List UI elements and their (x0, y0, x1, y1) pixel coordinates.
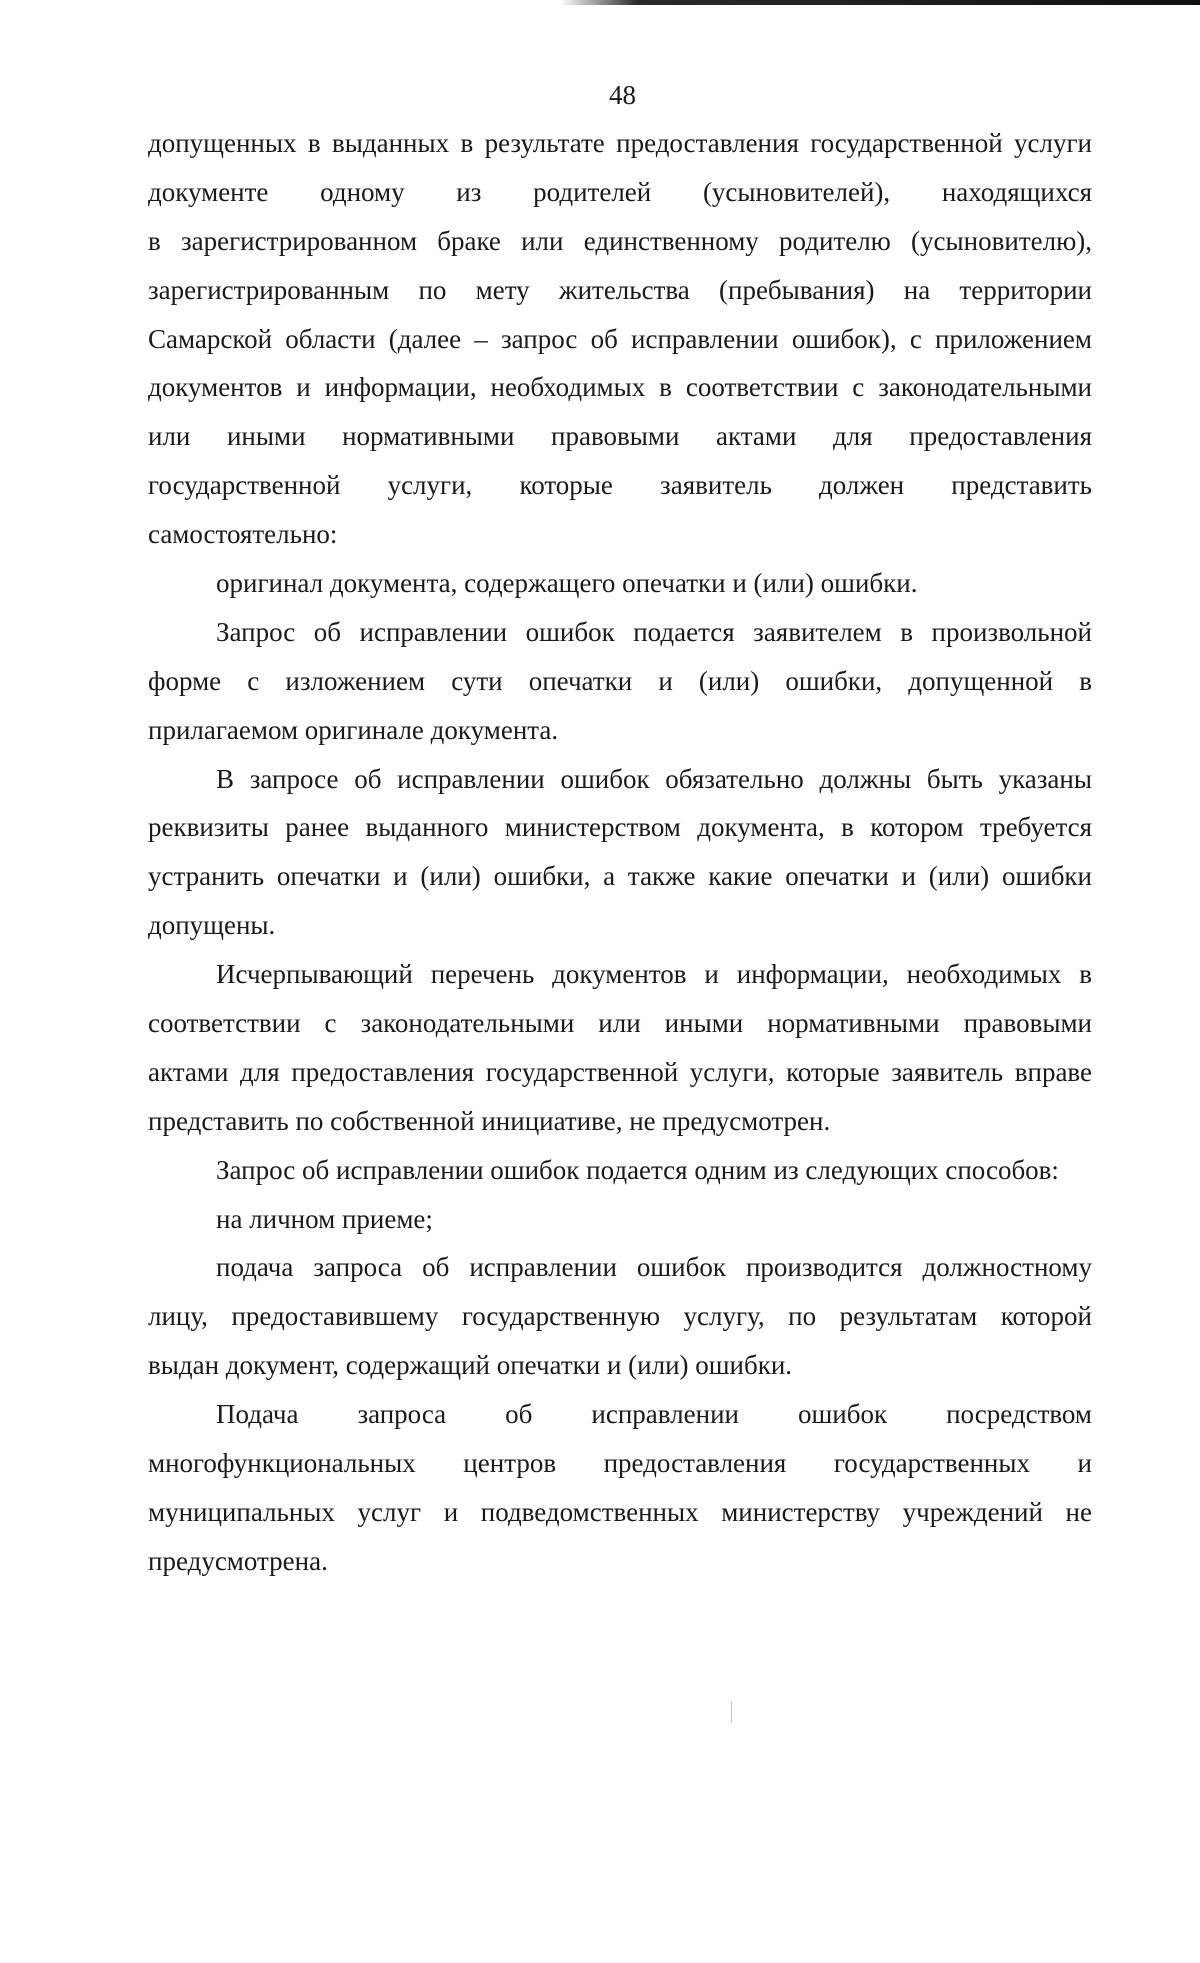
text-line: документе одному из родителей (усыновителей), находящихся (148, 176, 1092, 207)
text-line: устранить опечатки и (или) ошибки, а также какие опечатки и (или) ошибки (148, 861, 1092, 892)
document-body (148, 126, 1092, 1593)
text-line: допущены. (148, 910, 276, 941)
text-line: реквизиты ранее выданного министерством документа, в котором требуется (148, 812, 1092, 843)
text-line: предусмотрена. (148, 1545, 328, 1576)
text-line: Запрос об исправлении ошибок подается одним из следующих способов: (216, 1154, 1059, 1185)
text-line: государственной услуги, которые заявитель должен представить (148, 470, 1092, 501)
text-line: зарегистрированным по мету жительства (пребывания) на территории (148, 274, 1092, 305)
text-line: Подача запроса об исправлении ошибок посредством (216, 1399, 1092, 1430)
text-line: подача запроса об исправлении ошибок производится должностному (216, 1252, 1092, 1283)
scan-artifact-mark (731, 1702, 732, 1722)
text-line: соответствии с законодательными или иными нормативными правовыми (148, 1008, 1092, 1039)
scan-edge-shadow (560, 0, 1200, 5)
text-line: оригинал документа, содержащего опечатки и (или) ошибки. (216, 568, 918, 599)
text-line: представить по собственной инициативе, не предусмотрен. (148, 1105, 831, 1136)
text-line: многофункциональных центров предоставления государственных и (148, 1448, 1092, 1479)
text-line: в зарегистрированном браке или единственному родителю (усыновителю), (148, 225, 1092, 256)
text-line: выдан документ, содержащий опечатки и (или) ошибки. (148, 1350, 793, 1381)
text-line: форме с изложением сути опечатки и (или) ошибки, допущенной в (148, 665, 1092, 696)
text-line: лицу, предоставившему государственную услугу, по результатам которой (148, 1301, 1092, 1332)
text-line: или иными нормативными правовыми актами для предоставления (148, 421, 1092, 452)
text-line: В запросе об исправлении ошибок обязательно должны быть указаны (216, 763, 1092, 794)
text-line: самостоятельно: (148, 519, 338, 550)
text-line: допущенных в выданных в результате предоставления государственной услуги (148, 128, 1092, 158)
text-line: прилагаемом оригинале документа. (148, 714, 559, 745)
text-line: актами для предоставления государственной услуги, которые заявитель вправе (148, 1056, 1092, 1087)
text-line: документов и информации, необходимых в соответствии с законодательными (148, 372, 1092, 403)
page-number: 48 (609, 80, 636, 110)
text-line: Запрос об исправлении ошибок подается заявителем в произвольной (216, 616, 1092, 647)
text-line: Исчерпывающий перечень документов и информации, необходимых в (216, 959, 1092, 990)
text-line: на личном приеме; (216, 1203, 433, 1234)
text-line: Самарской области (далее – запрос об исправлении ошибок), с приложением (148, 323, 1092, 354)
text-line: муниципальных услуг и подведомственных министерству учреждений не (148, 1496, 1092, 1527)
